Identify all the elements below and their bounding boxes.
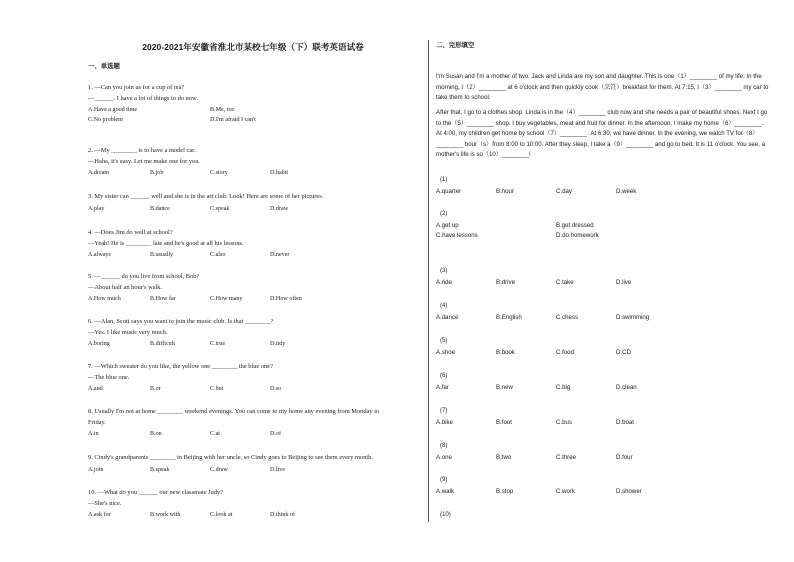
question-stem-line: 1. —Can you join us for a cup of tea?	[88, 84, 185, 91]
answer-option: C.speak	[210, 205, 230, 212]
cloze-answer-option: B.foot	[496, 419, 512, 426]
cloze-answer-option: D.week	[616, 188, 637, 195]
answer-option: D.so	[270, 386, 282, 392]
question-stem-line: —Haha, it's easy. Let me make one for you.	[88, 157, 201, 165]
answer-option: A.play	[88, 205, 105, 212]
answer-option: B.dance	[150, 205, 170, 212]
cloze-answer-option: A.walk	[436, 488, 454, 495]
question-stem-line: —She's nice.	[88, 499, 122, 507]
cloze-question-number: (4)	[440, 302, 448, 309]
answer-option: B.on	[150, 431, 162, 437]
answer-option: D.never	[270, 252, 290, 258]
question-stem-line: 3. My sister can ______ well and she is in the art club. Look! Here are some of her pictures.	[88, 193, 324, 200]
question-stem-line: —The blue one.	[88, 373, 130, 381]
cloze-answer-option: D.clean	[616, 384, 637, 391]
question-stem-line: 2. —My ________ is to have a model car.	[88, 147, 196, 154]
cloze-question-number: (6)	[440, 372, 448, 379]
section-heading-cloze: 二、完形填空	[436, 42, 475, 49]
question-stem-line: —Yes. I like music very much.	[88, 328, 168, 336]
cloze-answer-option: B.hour	[496, 188, 514, 195]
cloze-answer-option: D.shower	[616, 488, 642, 495]
question-stem-line: —About half an hour's walk.	[88, 283, 163, 291]
cloze-answer-option: A.far	[436, 384, 449, 391]
answer-option: A.and	[88, 386, 103, 392]
cloze-question-number: (9)	[440, 476, 448, 483]
answer-option: D.habit	[270, 170, 289, 176]
answer-option: B.or	[150, 386, 161, 392]
cloze-question-number: (10)	[440, 511, 451, 518]
answer-option: B.Me, too	[210, 107, 235, 113]
answer-option: C.true	[210, 341, 226, 347]
cloze-passage-paragraph: I'm Susan and I'm a mother of two. Jack and Linda are my son and daughter. This is one（1）________ of my life: In the morning, I（2）________ at 6 o'clock and then quickly cook（烹饪）breakfast for them. At 7:15, I（3）________ my car to take them to school.	[436, 73, 769, 102]
answer-option: A.Have a good time	[88, 107, 138, 113]
answer-option: D.live	[270, 466, 286, 473]
cloze-answer-option: D.do homework	[556, 232, 599, 239]
answer-option: A.dream	[88, 170, 110, 176]
cloze-answer-option: C.food	[556, 349, 574, 356]
question-stem-line: 4. —Does Jim do well at school?	[88, 229, 173, 236]
cloze-answer-option: B.two	[496, 454, 512, 461]
cloze-question-number: (3)	[440, 267, 448, 274]
question-stem-line: —Yeah! He is ________ late and he's good at all his lessons.	[88, 239, 244, 247]
cloze-answer-option: A.shoe	[436, 349, 455, 356]
answer-option: C.How many	[210, 296, 243, 302]
answer-option: B.usually	[150, 252, 174, 258]
answer-option: A.join	[88, 466, 104, 473]
cloze-answer-option: D.swimming	[616, 314, 650, 321]
question-stem-line: 7. —Which sweater do you like, the yellow one ________ the blue one?	[88, 363, 273, 370]
cloze-answer-option: A.bike	[436, 419, 453, 426]
cloze-question-number: (8)	[440, 442, 448, 449]
question-stem-line: Friday.	[88, 418, 106, 426]
answer-option: D.I'm afraid I can't	[210, 117, 256, 123]
cloze-answer-option: A.dance	[436, 314, 459, 321]
cloze-question-number: (7)	[440, 407, 448, 414]
question-stem-line: 10. —What do you ______ our new classmate Judy?	[88, 489, 224, 496]
cloze-answer-option: B.English	[496, 314, 522, 321]
answer-option: A.ask for	[88, 512, 111, 518]
answer-option: B.job	[150, 170, 164, 176]
cloze-answer-option: D.four	[616, 454, 633, 461]
answer-option: B.How far	[150, 296, 176, 302]
cloze-question-number: (2)	[440, 210, 448, 217]
cloze-answer-option: D.CD	[616, 349, 631, 356]
column-divider	[428, 40, 429, 522]
cloze-answer-option: B.book	[496, 349, 515, 356]
answer-option: C.No problem	[88, 117, 123, 123]
answer-option: A.boring	[88, 341, 110, 347]
question-stem-line: 9. Cindy's grandparents ________ in Beijing with her uncle, so Cindy goes to Beijing to see them every month.	[88, 454, 373, 461]
cloze-question-number: (5)	[440, 337, 448, 344]
question-stem-line: 8. Usually I'm not at home ________ weekend evenings. You can come to my home any evening from Monday to	[88, 408, 380, 415]
answer-option: A.always	[88, 252, 111, 258]
cloze-answer-option: C.take	[556, 279, 574, 286]
cloze-answer-option: C.have lessons	[436, 232, 478, 239]
cloze-answer-option: A.ride	[436, 279, 452, 286]
answer-option: D.think of	[270, 512, 296, 518]
answer-option: A.How much	[88, 296, 121, 302]
answer-option: C.story	[210, 170, 228, 176]
answer-option: D.tidy	[270, 341, 286, 347]
answer-option: B.work with	[150, 512, 181, 518]
answer-option: C.look at	[210, 512, 233, 518]
answer-option: B.difficult	[150, 341, 176, 347]
cloze-answer-option: A.quarter	[436, 188, 462, 195]
cloze-answer-option: C.day	[556, 188, 572, 195]
cloze-answer-option: C.three	[556, 454, 576, 461]
cloze-answer-option: C.work	[556, 488, 575, 495]
cloze-answer-option: B.new	[496, 384, 513, 391]
question-stem-line: 6. —Alan, Scott says you want to join the music club. Is that ________?	[88, 318, 274, 325]
cloze-answer-option: A.get up	[436, 222, 459, 229]
cloze-answer-option: C.chess	[556, 314, 579, 321]
answer-option: C.also	[210, 252, 226, 258]
page-title: 2020-2021年安徽省淮北市某校七年级（下）联考英语试卷	[142, 42, 364, 52]
answer-option: C.but	[210, 386, 224, 392]
answer-option: C.draw	[210, 466, 228, 473]
answer-option: D.of	[270, 431, 282, 437]
answer-option: B.speak	[150, 466, 170, 473]
cloze-passage-paragraph: After that, I go to a clothes shop. Linda is in the（4）________ club now and she needs a pair of beautiful shoes. Next I go to the（5）________ shop. I buy vegetables, meat and fruit for dinner. In the afternoon, I make my home（6）________. At 4:00, my children get home by school（7）________. At 6:30, we have dinner. In the evening, we watch TV for（8）________ hour（s）from 8:00 to 10:00. After they sleep, I take a（9）________ and go to bed. It is 11 o'clock. You see, a mother's life is so（10）________!	[436, 109, 768, 159]
answer-option: D.How often	[270, 296, 302, 302]
answer-option: C.at	[210, 431, 220, 437]
cloze-answer-option: B.get dressed	[556, 222, 594, 229]
answer-option: A.in	[88, 431, 99, 437]
cloze-answer-option: A.one	[436, 454, 452, 461]
question-stem-line: —______. I have a lot of things to do now.	[88, 94, 198, 102]
cloze-answer-option: C.bus	[556, 419, 572, 426]
cloze-answer-option: D.boat	[616, 419, 634, 426]
question-stem-line: 5. —______ do you live from school, Bob?	[88, 273, 200, 280]
cloze-answer-option: D.live	[616, 279, 632, 286]
cloze-answer-option: B.stop	[496, 488, 514, 495]
answer-option: D.draw	[270, 205, 289, 212]
section-heading-single-choice: 一、单选题	[88, 63, 120, 70]
cloze-question-number: (1)	[440, 176, 448, 183]
cloze-answer-option: B.drive	[496, 279, 515, 286]
cloze-answer-option: C.big	[556, 384, 571, 391]
